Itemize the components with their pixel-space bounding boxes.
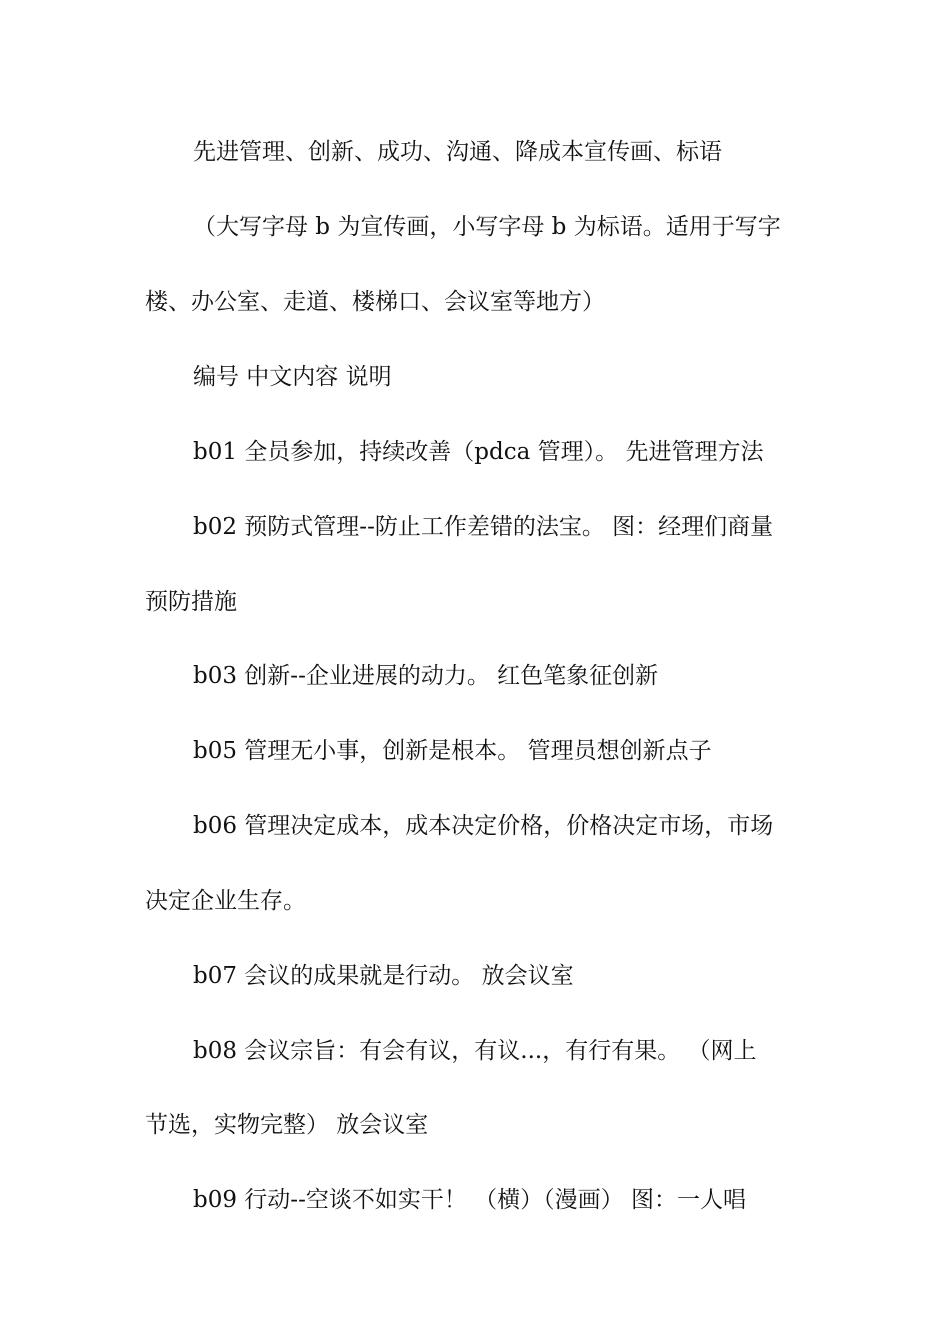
entry-b09: b09 行动--空谈不如实干！ （横）（漫画） 图：一人唱 [193, 1187, 746, 1213]
entry-b08-cont: 节选，实物完整） 放会议室 [145, 1112, 429, 1138]
document-title: 先进管理、创新、成功、沟通、降成本宣传画、标语 [193, 139, 722, 165]
entry-b01: b01 全员参加，持续改善（pdca 管理）。 先进管理方法 [193, 439, 764, 465]
entry-b02-cont: 预防措施 [145, 589, 237, 615]
entry-b08: b08 会议宗旨：有会有议，有议...，有行有果。 （网上 [193, 1038, 757, 1064]
entry-b02: b02 预防式管理--防止工作差错的法宝。 图：经理们商量 [193, 514, 774, 540]
note-line-2: 楼、办公室、走道、楼梯口、会议室等地方） [145, 289, 605, 315]
entry-b05: b05 管理无小事，创新是根本。 管理员想创新点子 [193, 738, 712, 764]
entry-b03: b03 创新--企业进展的动力。 红色笔象征创新 [193, 663, 659, 689]
entry-b06-cont: 决定企业生存。 [145, 888, 306, 914]
note-line-1: （大写字母 b 为宣传画，小写字母 b 为标语。适用于写字 [193, 214, 781, 240]
entry-b07: b07 会议的成果就是行动。 放会议室 [193, 963, 574, 989]
entry-b06: b06 管理决定成本，成本决定价格，价格决定市场，市场 [193, 813, 774, 839]
table-header: 编号 中文内容 说明 [193, 364, 392, 390]
